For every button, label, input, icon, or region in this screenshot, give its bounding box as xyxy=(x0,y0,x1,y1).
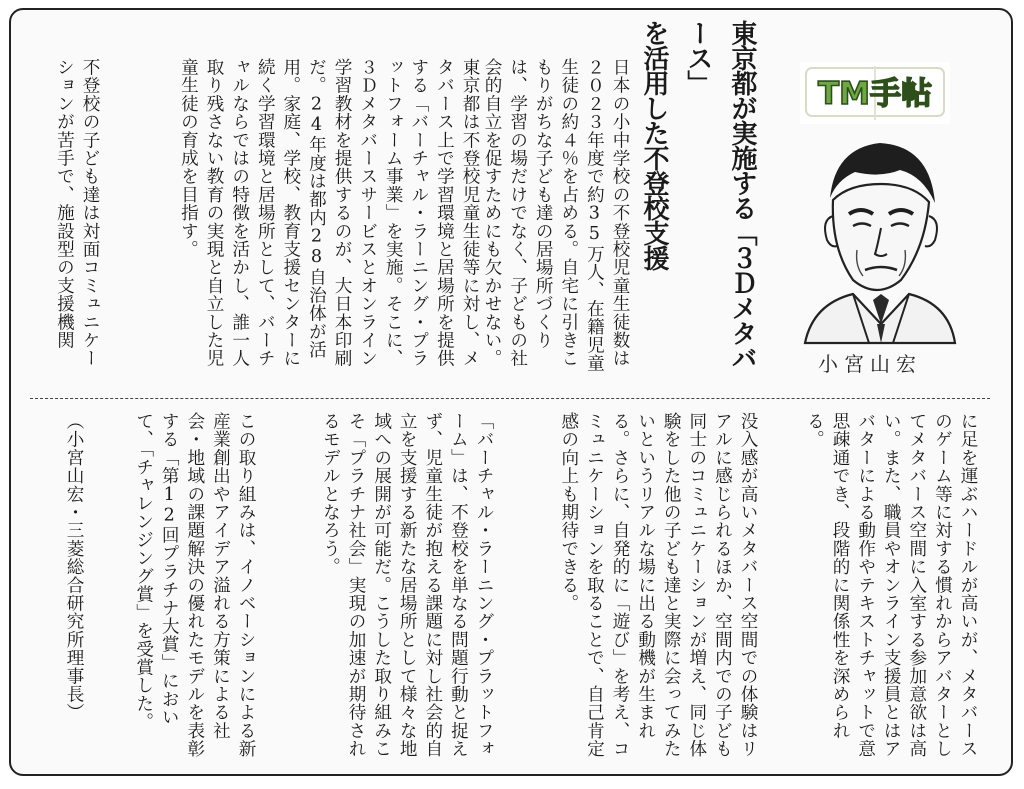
bottom-paragraph-4: この取り組みは、イノベーションによる新産業創出やアイデア溢れる方策による社会・地域の課題解決の優れたモデルを表彰する「第12回プラチナ大賞」において、「チャレンジング賞」を受賞した。 xyxy=(133,412,256,758)
top-paragraph-1: 日本の小中学校の不登校児童生徒数は２０２３年度で約35万人、在籍児童生徒の約４％を占める。自宅に引きこもりがちな子ども達の居場所づくりは、学習の場だけでなく、子どもの社会的自立を促すためにも欠かせない。 xyxy=(482,58,630,373)
top-paragraph-2: 東京都は不登校児童生徒等に対し、メタバース上で学習環境と居場所を提供する「バーチャル・ラーニング・プラットフォーム事業」を実施。そこに、３Ｄメタバースサービスとオンライン学習教材を提供するのが、大日本印刷だ。24年度は都内28自治体が活用。家庭、学校、教育支援センターに続く学習環境と居場所として、バーチャルならではの特徴を活かし、誰一人取り残さない教育の実現と自立した児童生徒の育成を目指す。 xyxy=(178,58,480,368)
bottom-paragraph-2: 没入感が高いメタバース空間での体験はリアルに感じられるほか、空間内での子ども同士のコミュニケーションが増え、同じ体験をした他の子ども達と実際に会ってみたいというリアルな場に出る動機が生まれる。さらに、自発的に「遊び」を考え、コミュニケーションを取ることで、自己肯定感の向上も期待できる。 xyxy=(558,412,758,758)
bottom-paragraph-1: に足を運ぶハードルが高いが、メタバースのゲーム等に対する慣れからアバターとしてメタバース空間に入室する参加意欲は高い。また、職員やオンライン支援員とはアバターによる動作やテキストチャットで意思疎通でき、段階的に関係性を深められる。 xyxy=(804,412,978,758)
author-signature: 小宮山宏 xyxy=(818,352,922,376)
author-credit: （小宮山宏・三菱総合研究所理事長） xyxy=(64,412,84,722)
logo-text: TM手帖 xyxy=(818,76,932,112)
author-portrait xyxy=(795,128,960,343)
title-line-2: を活用した不登校支援 xyxy=(639,20,669,270)
bottom-paragraph-3: 「バーチャル・ラーニング・プラットフォーム」は、不登校を単なる問題行動と捉えず、児童生徒が抱える課題に対し社会的自立を支援する新たな居場所として様々な地域への展開が可能だ。こうした取り組みこそ「プラチナ社会」実現の加速が期待されるモデルとなろう。 xyxy=(320,412,494,758)
section-divider xyxy=(30,398,990,399)
article-title xyxy=(639,20,764,370)
tm-techo-logo xyxy=(800,62,950,124)
top-paragraph-3: 不登校の子ども達は対面コミュニケーションが苦手で、施設型の支援機関 xyxy=(54,58,100,368)
title-line-1: 東京都が実施する「３Ｄメタバース」 xyxy=(683,20,757,370)
